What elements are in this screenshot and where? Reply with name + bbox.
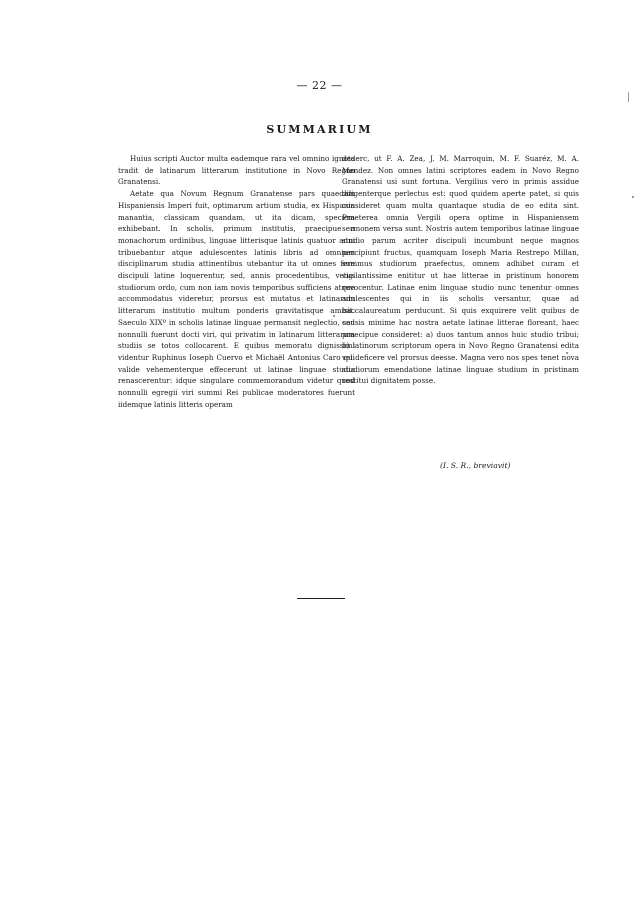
summary-paragraph: Aetate qua Novum Regnum Granatense pars quaedam Hispaniensis Imperi fuit, optimarum artium studia, ex Hispania manantia, classicam quandam, ut ita dicam, speciem exhibebant. In scholis, primum institutis, praecipue a monachorum ordinibus, linguae litterisque latinis quatuor anni tribuebantur atque adulescentes latinis libris ad omnium disciplinarum studia attinentibus utebantur ita ut omnes fere discipuli latine loquerentur, sed, annis procedentibus, vetus studiorum ordo, cum non iam novis temporibus sufficiens atque accommodatus videretur, prorsus est mutatus et latinarum litterarum institutio multum ponderis gravitatisque amisit. Saeculo XIXº in scholis latinae linguae permansit neglectio, sed nonnulli fuerunt docti viri, qui privatim in latinarum litterarum studiis se totos collocarent. E quibus memoratu dignissimi videntur Ruphinus Ioseph Cuervo et Michaël Antonius Caro qui valide vehementerque effecerunt ut latinae linguae studia renascerentur: idque singulare commemorandum videtur quod nonnulli egregii viri summi Rei publicae moderatores fuerunt iidemque latinis litteris operam — [118, 189, 355, 409]
author-signature: (I. S. R., breviavit) — [440, 461, 511, 470]
page-number: — 22 — — [296, 79, 343, 92]
margin-scan-dot — [632, 196, 634, 198]
closing-rule — [297, 598, 345, 599]
margin-scan-mark — [628, 92, 633, 102]
summary-paragraph: dederc, ut F. A. Zea, J. M. Marroquin, M. F. Suaréz, M. A. Mendez. Non omnes latini scriptores eadem in Novo Regno Granatensi usi sunt fortuna. Vergilius vero in primis assidue diligenterque perlectus est: quod quidem aperte patet, si quis consideret quam multa quantaque studia de eo edita sint. Praeterea omnia Vergili opera optime in Hispaniensem sermonem versa sunt. Nostris autem temporibus latinae linguae studio parum acriter discipuli incumbunt neque magnos percipiunt fructus, quamquam Ioseph Maria Restrepo Millan, summus studiorum praefectus, omnem adhibet curam et vigilantissime enititur ut hae litterae in pristinum honorem revocentur. Latinae enim linguae studio nunc tenentur omnes adulescentes qui in iis scholis versantur, quae ad baccalaureatum perducunt. Si quis exquirere velit quibus de causis minime hac nostra aetate latinae litterae floreant, haec praecipue consideret: a) duos tantum annos huic studio tribui; b) latinorum scriptorum opera in Novo Regno Granatensi edita vel deficere vel prorsus deesse. Magna vero nos spes tenet nova studiorum emendatione latinae linguae studium in pristinam restitui dignitatem posse. — [342, 154, 579, 386]
summary-paragraph: Huius scripti Auctor multa eademque rara vel omnino ignota tradit de latinarum litterarum institutione in Novo Regno Granatensi. — [118, 154, 355, 187]
summary-right-column — [342, 153, 579, 387]
summary-left-column — [118, 153, 355, 410]
page-title: SUMMARIUM — [266, 123, 373, 136]
